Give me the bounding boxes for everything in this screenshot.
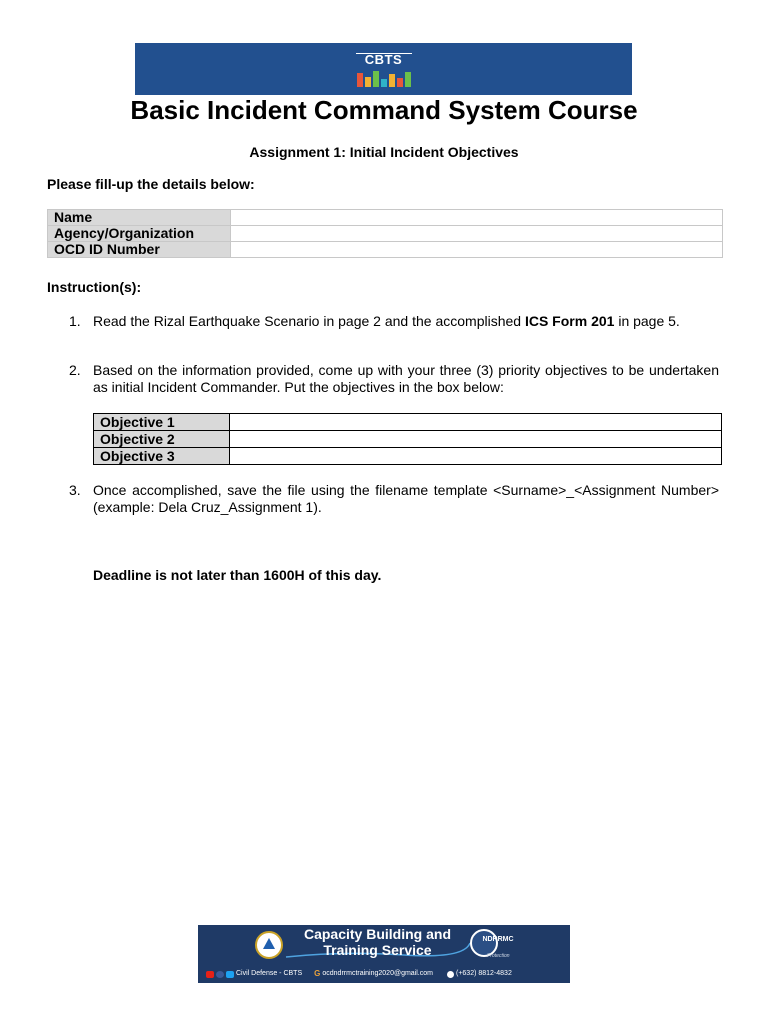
instruction-number: 2. [69,362,81,378]
fill-up-label: Please fill-up the details below: [47,176,255,192]
instruction-text: Once accomplished, save the file using the filename template <Surname>_<Assignment Number> (example: Dela Cruz_Assignment 1). [93,482,719,515]
youtube-icon[interactable] [206,971,214,978]
objective-3-field[interactable] [230,448,722,465]
objective-2-field[interactable] [230,431,722,448]
footer-email[interactable]: ocdndrrmctraining2020@gmail.com [322,970,433,977]
footer-phone: (+632) 8812-4832 [455,970,512,977]
ndrrmc-badge-text: NDRRMC [482,936,514,943]
objective-3-label: Objective 3 [94,448,230,465]
cbts-logo [356,51,412,87]
agency-field[interactable] [231,226,723,242]
logo-bars-icon [357,69,411,87]
agency-label: Agency/Organization [48,226,231,242]
social-handle: Civil Defense - CBTS [236,970,303,977]
header-banner [135,43,632,95]
footer-banner [198,925,570,983]
table-row [48,210,723,226]
facebook-icon[interactable] [216,971,224,978]
footer-title [290,926,465,958]
table-row [94,448,722,465]
objective-2-label: Objective 2 [94,431,230,448]
table-row [94,414,722,431]
instruction-text: Based on the information provided, come up with your three (3) priority objectives to be undertaken as initial Incident Commander. Put the objectives in the box below: [93,362,719,395]
instructions-label: Instruction(s): [47,279,142,295]
logo-text: CBTS [364,52,403,67]
instruction-number: 1. [69,313,81,329]
ndrrmc-badge-subtitle: Protection [487,953,510,959]
ics-form-label: ICS Form 201 [524,313,615,329]
google-icon: G [314,969,321,978]
footer-contacts [206,969,570,979]
name-field[interactable] [231,210,723,226]
footer-title-line2: Training Service [323,942,432,958]
instruction-text-part: Read the Rizal Earthquake Scenario in page 2 and the accomplished [93,313,525,329]
footer-title-line1: Capacity Building and [303,926,451,942]
table-row [48,226,723,242]
objective-1-label: Objective 1 [94,414,230,431]
page-title: Basic Incident Command System Course [130,95,638,125]
instruction-text-part: in page 5. [614,313,680,329]
objective-1-field[interactable] [230,414,722,431]
table-row [94,431,722,448]
deadline-note: Deadline is not later than 1600H of this day. [93,567,382,583]
objectives-table [93,413,722,465]
instruction-number: 3. [69,482,81,498]
page-subtitle: Assignment 1: Initial Incident Objectives [249,144,519,160]
ocd-id-field[interactable] [231,242,723,258]
ocd-id-label: OCD ID Number [48,242,231,258]
civil-defense-seal-icon [255,931,283,959]
table-row [48,242,723,258]
details-table [47,209,723,258]
name-label: Name [48,210,231,226]
twitter-icon[interactable] [226,971,234,978]
instruction-text [93,313,719,330]
phone-icon [447,971,454,978]
